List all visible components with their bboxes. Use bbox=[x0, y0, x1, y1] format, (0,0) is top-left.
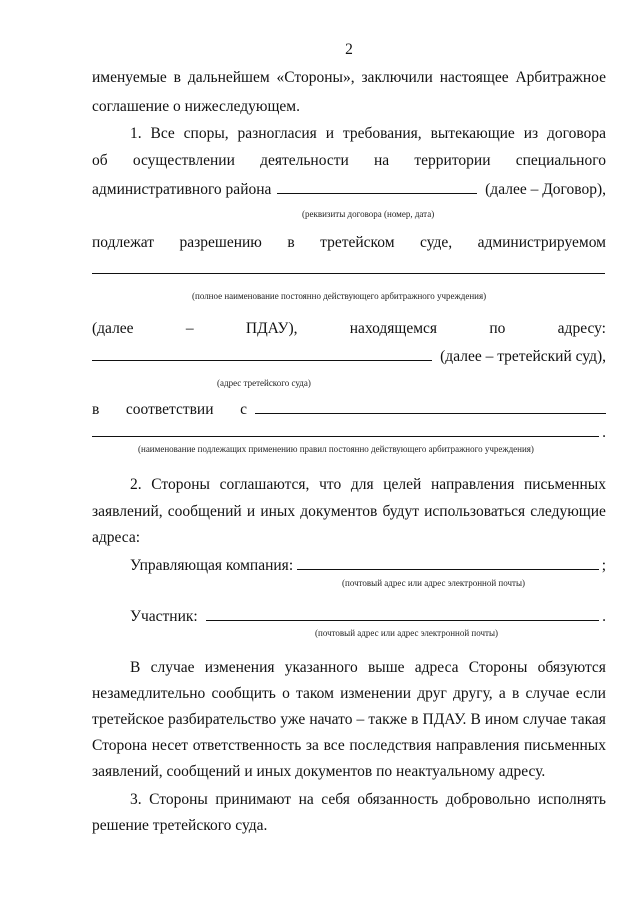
p2-line-3: адреса: bbox=[92, 529, 141, 546]
contract-details-field[interactable] bbox=[277, 177, 477, 194]
participant-line bbox=[130, 604, 606, 626]
word: выше bbox=[367, 659, 405, 676]
word: в bbox=[411, 711, 419, 728]
word: последствия bbox=[349, 737, 432, 754]
p1-line-8 bbox=[92, 420, 606, 442]
word: следующие bbox=[530, 503, 606, 520]
word: на bbox=[298, 791, 314, 808]
word: добровольно bbox=[445, 791, 531, 808]
word: незамедлительно bbox=[92, 685, 206, 702]
word: адреса bbox=[414, 659, 459, 676]
word: третейском bbox=[320, 234, 395, 251]
word: для bbox=[350, 476, 374, 493]
company-end: ; bbox=[601, 557, 606, 574]
word: сообщений bbox=[167, 503, 242, 520]
word: разногласия bbox=[237, 125, 317, 142]
word: В bbox=[130, 659, 141, 676]
word: именуемые bbox=[92, 69, 167, 86]
contract-ref-label: (далее – Договор), bbox=[485, 181, 606, 198]
word: сообщить bbox=[211, 685, 276, 702]
word: осуществлении bbox=[132, 152, 235, 169]
word: разбирательство bbox=[168, 711, 277, 728]
rules-field-1[interactable] bbox=[255, 397, 606, 414]
word: использоваться bbox=[424, 503, 526, 520]
court-address-field[interactable] bbox=[92, 344, 432, 361]
word: третейское bbox=[92, 711, 164, 728]
word: изменения bbox=[204, 659, 275, 676]
word: заключили bbox=[361, 69, 433, 86]
institution-name-field[interactable] bbox=[92, 273, 605, 274]
word: подлежат bbox=[92, 234, 155, 251]
word: начато bbox=[309, 711, 353, 728]
word: 3. bbox=[130, 791, 142, 808]
p1-line-5 bbox=[92, 318, 606, 340]
caption-participant: (почтовый адрес или адрес электронной почты) bbox=[315, 628, 499, 638]
company-line bbox=[130, 553, 606, 575]
word: Стороны bbox=[151, 476, 210, 493]
caption-company: (почтовый адрес или адрес электронной почты) bbox=[342, 578, 526, 588]
p3-line-4 bbox=[92, 735, 606, 757]
word: такая bbox=[570, 711, 606, 728]
p3-line-5: заявлений, сообщений и иных документов по неактуальному адресу. bbox=[92, 763, 546, 780]
p3-line-3 bbox=[92, 709, 606, 731]
word: – bbox=[356, 711, 365, 728]
p1-line-1 bbox=[130, 123, 606, 145]
word: из bbox=[523, 125, 539, 142]
word: договора bbox=[547, 125, 606, 142]
word: территории bbox=[414, 152, 491, 169]
word: уже bbox=[280, 711, 306, 728]
word: будут bbox=[382, 503, 419, 520]
word: несет bbox=[151, 737, 189, 754]
word: Стороны bbox=[468, 659, 528, 676]
participant-end: . bbox=[602, 608, 606, 625]
word: «Стороны», bbox=[276, 69, 355, 86]
word: таком bbox=[296, 685, 334, 702]
rules-field-2[interactable] bbox=[92, 420, 599, 437]
word: об bbox=[92, 152, 108, 169]
p1-line-6 bbox=[92, 344, 606, 366]
word: специального bbox=[515, 152, 606, 169]
word: Сторона bbox=[92, 737, 148, 754]
word: ПДАУ), bbox=[245, 320, 298, 337]
p1-line-7 bbox=[92, 397, 606, 419]
word: В bbox=[470, 711, 481, 728]
p1-line-4 bbox=[92, 232, 606, 254]
word: исполнять bbox=[537, 791, 606, 808]
p1-line-7-words bbox=[92, 399, 247, 421]
word: в bbox=[512, 685, 520, 702]
p4-line-1 bbox=[130, 789, 606, 811]
word: (далее bbox=[92, 320, 134, 337]
word: соглашаются, bbox=[219, 476, 310, 493]
word: случае bbox=[522, 711, 567, 728]
caption-address: (адрес третейского суда) bbox=[217, 378, 311, 388]
company-address-field[interactable] bbox=[297, 553, 599, 570]
caption-institution: (полное наименование постоянно действующего арбитражного учреждения) bbox=[192, 291, 487, 301]
word: все bbox=[323, 737, 345, 754]
word: требования, bbox=[342, 125, 422, 142]
word: за bbox=[305, 737, 319, 754]
word: направления bbox=[430, 476, 515, 493]
word: целей bbox=[383, 476, 422, 493]
word: заявлений, bbox=[92, 503, 163, 520]
p2-line-1 bbox=[130, 474, 606, 496]
word: о bbox=[282, 685, 290, 702]
word: принимают bbox=[215, 791, 292, 808]
word: письменных bbox=[523, 476, 606, 493]
word: вытекающие bbox=[430, 125, 515, 142]
word: случае bbox=[150, 659, 195, 676]
word: что bbox=[319, 476, 342, 493]
word: ответственность bbox=[192, 737, 302, 754]
page-number: 2 bbox=[345, 41, 353, 58]
word: деятельности bbox=[260, 152, 349, 169]
word: соответствии bbox=[125, 401, 214, 418]
word: обязуются bbox=[537, 659, 606, 676]
word: настоящее bbox=[439, 69, 509, 86]
word: разрешению bbox=[179, 234, 262, 251]
word: а bbox=[498, 685, 506, 702]
word: случае bbox=[525, 685, 570, 702]
word: также bbox=[368, 711, 408, 728]
word: письменных bbox=[523, 737, 606, 754]
word: Арбитражное bbox=[515, 69, 606, 86]
word: Все bbox=[150, 125, 175, 142]
word: ином bbox=[484, 711, 519, 728]
p0-line-2: соглашение о нижеследующем. bbox=[92, 98, 300, 115]
participant-label: Участник: bbox=[130, 608, 198, 625]
word: друг bbox=[417, 685, 447, 702]
p1-line-3 bbox=[92, 177, 606, 199]
word: адресу: bbox=[557, 320, 606, 337]
word: другу, bbox=[453, 685, 493, 702]
word: в bbox=[287, 234, 295, 251]
rules-end: . bbox=[602, 424, 606, 441]
word: – bbox=[185, 320, 194, 337]
word: на bbox=[374, 152, 390, 169]
word: изменении bbox=[340, 685, 412, 702]
word: суде, bbox=[420, 234, 453, 251]
word: ПДАУ. bbox=[422, 711, 467, 728]
p0-line-1 bbox=[92, 67, 606, 89]
p3-line-2 bbox=[92, 683, 606, 705]
word: находящемся bbox=[349, 320, 438, 337]
word: иных bbox=[260, 503, 296, 520]
company-label: Управляющая компания: bbox=[130, 557, 294, 574]
word: по bbox=[489, 320, 506, 337]
caption-rules: (наименование подлежащих применению правил постоянно действующего арбитражного учреждения) bbox=[138, 444, 534, 454]
court-ref-label: (далее – третейский суд), bbox=[440, 348, 606, 365]
participant-address-field[interactable] bbox=[206, 604, 599, 621]
word: в bbox=[92, 401, 100, 418]
word: в bbox=[173, 69, 181, 86]
word: с bbox=[240, 401, 247, 418]
word: 2. bbox=[130, 476, 142, 493]
caption-contract: (реквизиты договора (номер, дата) bbox=[302, 209, 435, 219]
district-label: административного района bbox=[92, 181, 272, 198]
word: дальнейшем bbox=[187, 69, 270, 86]
word: если bbox=[575, 685, 606, 702]
word: себя bbox=[321, 791, 350, 808]
word: указанного bbox=[284, 659, 358, 676]
word: споры, bbox=[183, 125, 229, 142]
word: и bbox=[246, 503, 256, 520]
p2-line-2 bbox=[92, 501, 606, 523]
word: обязанность bbox=[357, 791, 439, 808]
p4-line-2: решение третейского суда. bbox=[92, 817, 268, 834]
word: Стороны bbox=[149, 791, 208, 808]
word: и bbox=[325, 125, 334, 142]
word: направления bbox=[436, 737, 520, 754]
word: 1. bbox=[130, 125, 142, 142]
word: документов bbox=[300, 503, 378, 520]
word: администрируемом bbox=[477, 234, 606, 251]
p3-line-1 bbox=[130, 657, 606, 679]
p1-line-2 bbox=[92, 150, 606, 172]
